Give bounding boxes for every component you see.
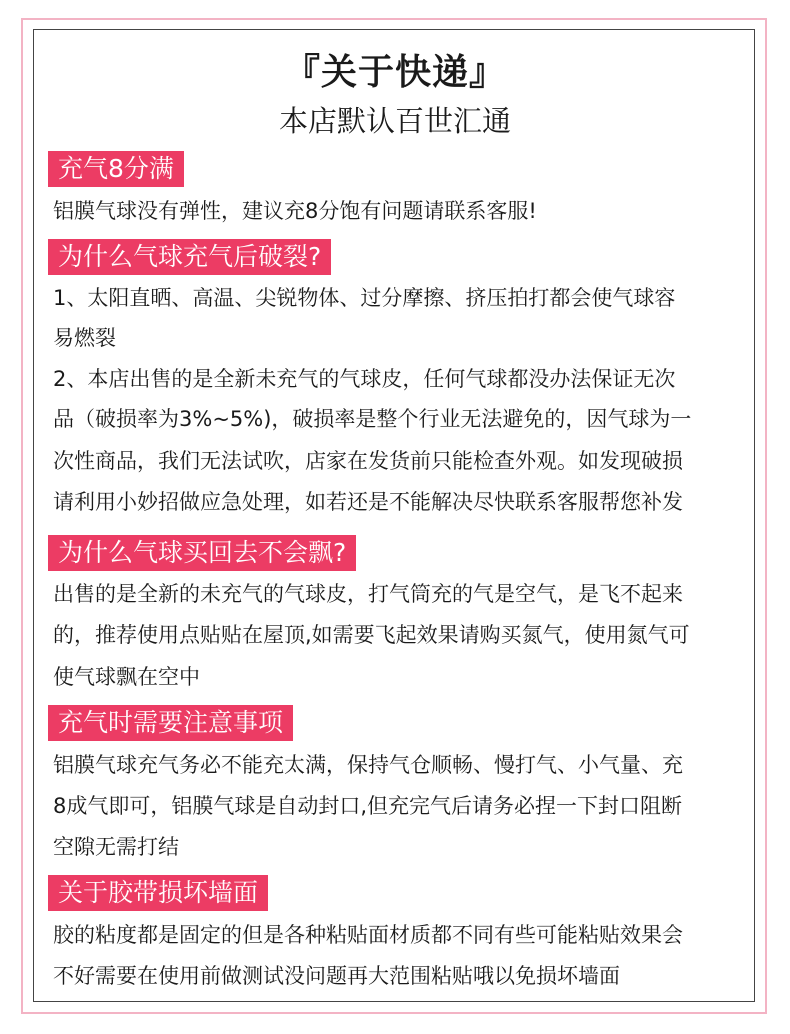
- section-text-line: 空隙无需打结: [53, 835, 179, 859]
- page-title: 『关于快递』: [283, 52, 506, 93]
- section-text-line: 使气球飘在空中: [53, 665, 200, 689]
- section-text-line: 胶的粘度都是固定的但是各种粘贴面材质都不同有些可能粘贴效果会: [53, 923, 683, 947]
- section-text-line: 次性商品，我们无法试吹，店家在发货前只能检查外观。如发现破损: [53, 449, 683, 473]
- section-heading-notes: 充气时需要注意事项: [48, 705, 293, 741]
- section-heading-tape: 关于胶带损坏墙面: [48, 875, 268, 911]
- section-text-line: 铝膜气球没有弹性，建议充8分饱有问题请联系客服!: [53, 199, 537, 223]
- page-subtitle: 本店默认百世汇通: [278, 104, 511, 138]
- section-text-line: 的，推荐使用点贴贴在屋顶,如需要飞起效果请购买氮气，使用氮气可: [53, 623, 690, 647]
- section-text-line: 不好需要在使用前做测试没问题再大范围粘贴哦以免损坏墙面: [53, 964, 620, 988]
- section-heading-burst: 为什么气球充气后破裂?: [48, 239, 331, 275]
- section-text-line: 易燃裂: [53, 326, 116, 350]
- section-text-line: 品（破损率为3%~5%)，破损率是整个行业无法避免的，因气球为一: [53, 407, 692, 431]
- section-text-line: 请利用小妙招做应急处理，如若还是不能解决尽快联系客服帮您补发: [53, 490, 683, 514]
- section-text-line: 2、本店出售的是全新未充气的气球皮，任何气球都没办法保证无次: [53, 367, 676, 391]
- section-text-line: 8成气即可，铝膜气球是自动封口,但充完气后请务必捏一下封口阻断: [53, 794, 683, 818]
- section-text-line: 1、太阳直晒、高温、尖锐物体、过分摩擦、挤压拍打都会使气球容: [53, 286, 676, 310]
- section-text-line: 出售的是全新的未充气的气球皮，打气筒充的气是空气，是飞不起来: [53, 582, 683, 606]
- section-text-line: 铝膜气球充气务必不能充太满，保持气仓顺畅、慢打气、小气量、充: [53, 753, 683, 777]
- section-heading-float: 为什么气球买回去不会飘?: [48, 535, 356, 571]
- section-heading-inflate: 充气8分满: [48, 151, 184, 187]
